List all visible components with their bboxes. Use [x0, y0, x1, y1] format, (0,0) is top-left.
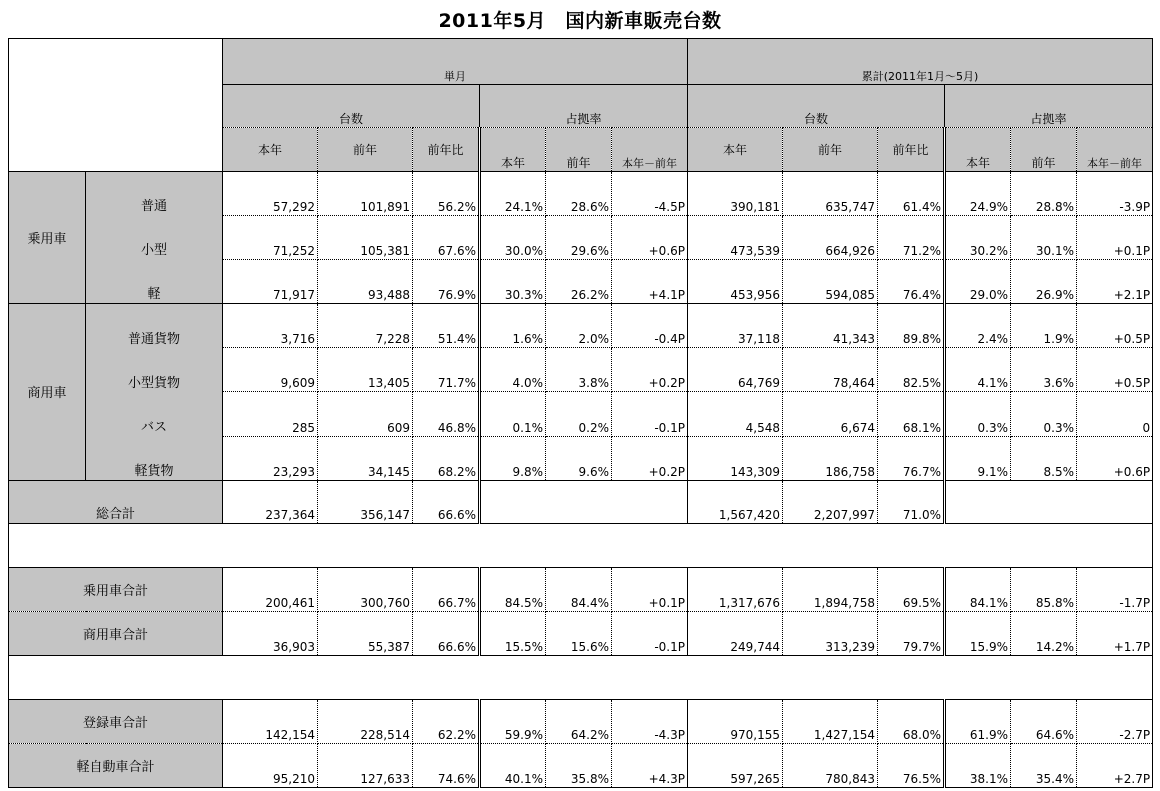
value-cell: 594,085: [783, 259, 878, 303]
row-label: 小型: [86, 215, 223, 259]
value-cell: 9.8%: [480, 436, 546, 480]
value-cell: -1.7P: [1077, 568, 1153, 612]
value-cell: 4.0%: [480, 348, 546, 392]
value-cell: 66.6%: [413, 480, 480, 523]
value-cell: 62.2%: [413, 699, 480, 743]
value-cell: 453,956: [688, 259, 783, 303]
value-cell: 3,716: [223, 304, 318, 348]
value-cell: 66.7%: [413, 568, 480, 612]
total-label: 乗用車合計: [9, 568, 223, 612]
value-cell: 68.1%: [878, 392, 945, 436]
value-cell: +4.3P: [612, 743, 688, 787]
value-cell: 82.5%: [878, 348, 945, 392]
value-cell: 0.2%: [546, 392, 612, 436]
header-col-this-year: 本年: [480, 128, 546, 171]
total-row: [9, 612, 1153, 656]
value-cell: +0.5P: [1077, 348, 1153, 392]
value-cell: 127,633: [318, 743, 413, 787]
total-label: 登録車合計: [9, 699, 223, 743]
value-cell: 38.1%: [945, 743, 1011, 787]
header-col-this-year: 本年: [223, 128, 318, 171]
value-cell: 76.7%: [878, 436, 945, 480]
value-cell: 473,539: [688, 215, 783, 259]
value-cell: 68.2%: [413, 436, 480, 480]
value-cell: 51.4%: [413, 304, 480, 348]
value-cell: 2.4%: [945, 304, 1011, 348]
value-cell: 0: [1077, 392, 1153, 436]
header-cumulative: 累計(2011年1月～5月): [688, 39, 1153, 85]
header-col-yoy: 前年比: [413, 128, 480, 171]
value-cell: 71.7%: [413, 348, 480, 392]
value-cell: 664,926: [783, 215, 878, 259]
value-cell: 26.2%: [546, 259, 612, 303]
value-cell: +0.5P: [1077, 304, 1153, 348]
value-cell: 84.1%: [945, 568, 1011, 612]
value-cell: 1,894,758: [783, 568, 878, 612]
value-cell: 3.8%: [546, 348, 612, 392]
value-cell: 3.6%: [1011, 348, 1077, 392]
value-cell: 76.5%: [878, 743, 945, 787]
value-cell: 285: [223, 392, 318, 436]
value-cell: 313,239: [783, 612, 878, 656]
value-cell: -2.7P: [1077, 699, 1153, 743]
header-col-yoy: 前年比: [878, 128, 945, 171]
value-cell: 30.3%: [480, 259, 546, 303]
value-cell: 84.4%: [546, 568, 612, 612]
total-label: 商用車合計: [9, 612, 223, 656]
value-cell: 4,548: [688, 392, 783, 436]
header-row: [9, 39, 1153, 85]
value-cell: 76.9%: [413, 259, 480, 303]
value-cell: 1,317,676: [688, 568, 783, 612]
value-cell: 67.6%: [413, 215, 480, 259]
value-cell: 8.5%: [1011, 436, 1077, 480]
value-cell: 143,309: [688, 436, 783, 480]
value-cell: 71.2%: [878, 215, 945, 259]
value-cell: 55,387: [318, 612, 413, 656]
sales-table: [8, 38, 1153, 788]
value-cell: -3.9P: [1077, 171, 1153, 215]
table-row: [9, 259, 1153, 303]
value-cell: 1.6%: [480, 304, 546, 348]
value-cell: 24.9%: [945, 171, 1011, 215]
header-blank: [9, 39, 223, 172]
value-cell: 64.2%: [546, 699, 612, 743]
value-cell: 30.0%: [480, 215, 546, 259]
value-cell: 26.9%: [1011, 259, 1077, 303]
value-cell: 28.6%: [546, 171, 612, 215]
header-col-last-year: 前年: [1011, 128, 1077, 171]
value-cell: 24.1%: [480, 171, 546, 215]
value-cell: 79.7%: [878, 612, 945, 656]
value-cell: -4.3P: [612, 699, 688, 743]
table-row: [9, 215, 1153, 259]
value-cell: 15.5%: [480, 612, 546, 656]
header-col-this-year: 本年: [688, 128, 783, 171]
row-label: バス: [86, 392, 223, 436]
empty-cell: [945, 480, 1153, 523]
value-cell: 69.5%: [878, 568, 945, 612]
value-cell: +4.1P: [612, 259, 688, 303]
header-share: 占拠率: [480, 85, 688, 128]
value-cell: 29.0%: [945, 259, 1011, 303]
value-cell: +0.2P: [612, 348, 688, 392]
empty-cell: [480, 480, 688, 523]
value-cell: +2.1P: [1077, 259, 1153, 303]
category-label: 乗用車: [9, 171, 86, 304]
table-row: [9, 304, 1153, 348]
value-cell: 9.1%: [945, 436, 1011, 480]
value-cell: 1,427,154: [783, 699, 878, 743]
value-cell: 142,154: [223, 699, 318, 743]
value-cell: 23,293: [223, 436, 318, 480]
value-cell: 76.4%: [878, 259, 945, 303]
value-cell: 85.8%: [1011, 568, 1077, 612]
value-cell: 35.4%: [1011, 743, 1077, 787]
value-cell: 228,514: [318, 699, 413, 743]
header-share: 占拠率: [945, 85, 1153, 128]
value-cell: -0.1P: [612, 392, 688, 436]
grand-total-label: 総合計: [9, 480, 223, 523]
value-cell: 0.3%: [1011, 392, 1077, 436]
header-col-last-year: 前年: [783, 128, 878, 171]
value-cell: 2,207,997: [783, 480, 878, 523]
value-cell: 35.8%: [546, 743, 612, 787]
value-cell: 14.2%: [1011, 612, 1077, 656]
header-col-this-year: 本年: [945, 128, 1011, 171]
value-cell: 13,405: [318, 348, 413, 392]
value-cell: +0.6P: [612, 215, 688, 259]
value-cell: 41,343: [783, 304, 878, 348]
value-cell: 46.8%: [413, 392, 480, 436]
value-cell: 101,891: [318, 171, 413, 215]
value-cell: 66.6%: [413, 612, 480, 656]
value-cell: 71,252: [223, 215, 318, 259]
value-cell: 95,210: [223, 743, 318, 787]
header-units: 台数: [688, 85, 945, 128]
row-label: 軽: [86, 259, 223, 303]
value-cell: 30.1%: [1011, 215, 1077, 259]
value-cell: 635,747: [783, 171, 878, 215]
page-title: 2011年5月 国内新車販売台数: [438, 10, 722, 32]
value-cell: 40.1%: [480, 743, 546, 787]
value-cell: 9,609: [223, 348, 318, 392]
value-cell: +2.7P: [1077, 743, 1153, 787]
grand-total-row: [9, 480, 1153, 523]
value-cell: 15.9%: [945, 612, 1011, 656]
value-cell: 37,118: [688, 304, 783, 348]
value-cell: 64,769: [688, 348, 783, 392]
value-cell: 200,461: [223, 568, 318, 612]
value-cell: 970,155: [688, 699, 783, 743]
spacer-row: [9, 656, 1153, 699]
header-units: 台数: [223, 85, 480, 128]
table-row: [9, 436, 1153, 480]
header-col-last-year: 前年: [546, 128, 612, 171]
value-cell: 28.8%: [1011, 171, 1077, 215]
row-label: 普通: [86, 171, 223, 215]
value-cell: 59.9%: [480, 699, 546, 743]
total-row: [9, 699, 1153, 743]
spacer: [9, 656, 1153, 699]
value-cell: 609: [318, 392, 413, 436]
value-cell: -4.5P: [612, 171, 688, 215]
value-cell: 93,488: [318, 259, 413, 303]
value-cell: 89.8%: [878, 304, 945, 348]
row-label: 普通貨物: [86, 304, 223, 348]
value-cell: 4.1%: [945, 348, 1011, 392]
value-cell: +1.7P: [1077, 612, 1153, 656]
value-cell: 356,147: [318, 480, 413, 523]
value-cell: 84.5%: [480, 568, 546, 612]
value-cell: 74.6%: [413, 743, 480, 787]
value-cell: 186,758: [783, 436, 878, 480]
total-row: [9, 568, 1153, 612]
value-cell: +0.1P: [612, 568, 688, 612]
value-cell: 68.0%: [878, 699, 945, 743]
value-cell: 36,903: [223, 612, 318, 656]
table-row: [9, 392, 1153, 436]
value-cell: 780,843: [783, 743, 878, 787]
value-cell: 2.0%: [546, 304, 612, 348]
value-cell: 61.9%: [945, 699, 1011, 743]
category-label: 商用車: [9, 304, 86, 481]
value-cell: 597,265: [688, 743, 783, 787]
value-cell: 71,917: [223, 259, 318, 303]
value-cell: 6,674: [783, 392, 878, 436]
value-cell: 15.6%: [546, 612, 612, 656]
value-cell: 237,364: [223, 480, 318, 523]
header-col-diff: 本年－前年: [1077, 128, 1153, 171]
row-label: 軽貨物: [86, 436, 223, 480]
value-cell: -0.1P: [612, 612, 688, 656]
table-row: [9, 348, 1153, 392]
value-cell: 30.2%: [945, 215, 1011, 259]
value-cell: 71.0%: [878, 480, 945, 523]
value-cell: 249,744: [688, 612, 783, 656]
total-row: [9, 743, 1153, 787]
value-cell: 1,567,420: [688, 480, 783, 523]
value-cell: +0.1P: [1077, 215, 1153, 259]
spacer-row: [9, 523, 1153, 567]
table-row: [9, 171, 1153, 215]
value-cell: 29.6%: [546, 215, 612, 259]
row-label: 小型貨物: [86, 348, 223, 392]
value-cell: 105,381: [318, 215, 413, 259]
value-cell: 0.1%: [480, 392, 546, 436]
value-cell: 34,145: [318, 436, 413, 480]
value-cell: 64.6%: [1011, 699, 1077, 743]
header-col-last-year: 前年: [318, 128, 413, 171]
value-cell: 300,760: [318, 568, 413, 612]
value-cell: +0.2P: [612, 436, 688, 480]
value-cell: -0.4P: [612, 304, 688, 348]
value-cell: 78,464: [783, 348, 878, 392]
header-col-diff: 本年－前年: [612, 128, 688, 171]
value-cell: 7,228: [318, 304, 413, 348]
value-cell: 0.3%: [945, 392, 1011, 436]
value-cell: 9.6%: [546, 436, 612, 480]
value-cell: 390,181: [688, 171, 783, 215]
value-cell: 57,292: [223, 171, 318, 215]
value-cell: 1.9%: [1011, 304, 1077, 348]
value-cell: 61.4%: [878, 171, 945, 215]
total-label: 軽自動車合計: [9, 743, 223, 787]
value-cell: 56.2%: [413, 171, 480, 215]
spacer: [9, 523, 1153, 567]
value-cell: +0.6P: [1077, 436, 1153, 480]
header-single-month: 単月: [223, 39, 688, 85]
